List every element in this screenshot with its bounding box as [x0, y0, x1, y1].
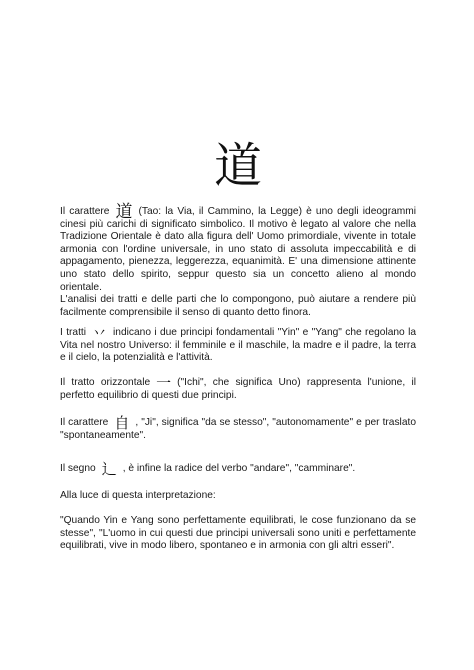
ji-glyph: 自 — [114, 414, 130, 432]
walk-radical-glyph: 辶 — [101, 460, 117, 478]
p3-after: indicano i due principi fondamentali "Yin" e "Yang" che regolano la Vita nel nostro Universo: il femminile e il maschile, la madre e il padre, la terra e il cielo, la potenzialità e l'attività. — [60, 327, 416, 364]
paragraph-yin-yang — [60, 324, 416, 365]
p2-text: L'analisi dei tratti e delle parti che lo compongono, può aiutare a rendere più facilmente comprensibile il senso di quanto detto finora. — [60, 294, 416, 318]
tao-ideogram-title: 道 — [213, 138, 262, 194]
p4-after: ("Ichi", che significa Uno) rappresenta l'unione, il perfetto equilibrio di questi due principi. — [60, 377, 416, 401]
p1-after: (Tao: la Via, il Cammino, la Legge) è uno degli ideogrammi cinesi più carichi di significato simbolico. Il motivo è legato al valore che nella Tradizione Orientale è dato alla figura dell' Uomo primordiale, vivente in totale armonia con l'ordine universale, in uno stato di assoluta impeccabilità e di appagamento, pienezza, leggerezza, equanimità. E' una dimensione attinente uno stato dello spirito, seppur questo sia un concetto alieno al mondo orientale. — [60, 206, 416, 293]
yin-yang-strokes-glyph: 丷 — [92, 324, 108, 342]
paragraph-ji — [60, 414, 416, 442]
paragraph-conclusion-intro: Alla luce di questa interpretazione: — [60, 490, 216, 501]
p6-after: , è infine la radice del verbo "andare", "camminare". — [122, 463, 356, 474]
p5-before: Il carattere — [60, 417, 109, 428]
ichi-glyph: 一 — [156, 374, 172, 392]
paragraph-tao-intro — [60, 202, 416, 319]
p6-before: Il segno — [60, 463, 96, 474]
p3-before: I tratti — [60, 327, 87, 338]
p4-before: Il tratto orizzontale — [60, 377, 151, 388]
paragraph-walk-radical — [60, 460, 416, 478]
p1-before: Il carattere — [60, 206, 110, 217]
tao-inline-glyph: 道 — [115, 202, 133, 222]
p5-after: , "Ji", significa "da se stesso", "autonomamente" e per traslato "spontaneamente". — [60, 417, 416, 441]
paragraph-quote: "Quando Yin e Yang sono perfettamente equilibrati, le cose funzionano da se stesse", "L'uomo in cui questi due principi universali sono uniti e perfettamente equilibrati, vive in modo libero, spontaneo e in armonia con gli altri esseri". — [60, 515, 416, 552]
paragraph-ichi — [60, 374, 416, 402]
